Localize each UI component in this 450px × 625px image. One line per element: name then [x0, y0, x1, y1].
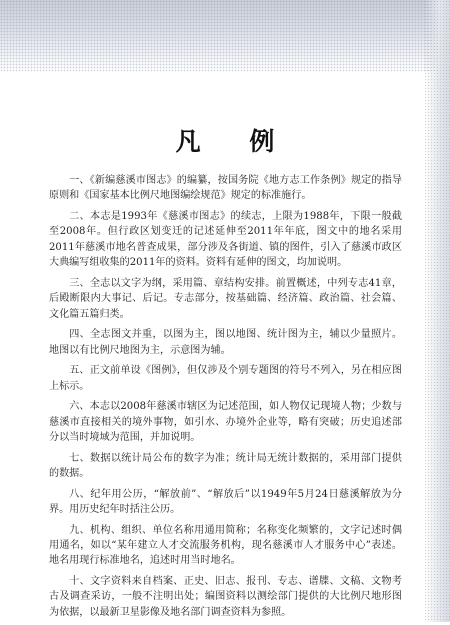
page-title: 凡 例	[175, 127, 295, 156]
guideline-paragraph-10: 十、文字资料来自档案、正史、旧志、报刊、专志、谱牒、文稿、文物考古及调查采访，一般不注明出处；编图资料以测绘部门提供的大比例尺地形图为依据，以最新卫星影像及地名部门调查资料为参照。	[49, 576, 402, 618]
right-edge-shadow	[424, 0, 450, 622]
guideline-paragraph-6: 六、本志以2008年慈溪市辖区为记述范围，如人物仅记现境人物；少数与慈溪市直接相关的境外事物，如引水、办境外企业等，略有突破；历史追述部分以当时境域为范围，并加说明。	[49, 401, 402, 444]
guideline-paragraph-1: 一、《新编慈溪市图志》的编纂，按国务院《地方志工作条例》规定的指导原则和《国家基本比例尺地图编绘规范》规定的标准施行。	[49, 175, 402, 202]
guideline-paragraph-9: 九、机构、组织、单位名称用通用简称；名称变化频繁的，文字记述时偶用通名，如以“某年建立人才交流服务机构，现名慈溪市人才服务中心”表述。地名用现行标准地名，追述时用当时地名。	[49, 524, 402, 567]
guidelines-text	[49, 173, 402, 625]
guideline-paragraph-3: 三、全志以文字为纲，采用篇、章结构安排。前置概述，中列专志41章，后殿断限内大事记、后记。专志部分，按基础篇、经济篇、政治篇、社会篇、文化篇五篇归类。	[49, 277, 402, 320]
guideline-paragraph-5: 五、正文前单设《图例》，但仅涉及个别专题图的符号不列入，另在相应图上标示。	[49, 365, 402, 392]
guideline-paragraph-2: 二、本志是1993年《慈溪市图志》的续志，上限为1988年，下限一般截至2008年。但行政区划变迁的记述延伸至2011年年底，图文中的地名采用2011年慈溪市地名普查成果，部分涉及各街道、镇的图件，引入了慈溪市政区大典编写组收集的2011年的资料。资料有延伸的图文，均加说明。	[49, 211, 402, 269]
guideline-paragraph-7: 七、数据以统计局公布的数字为准；统计局无统计数据的，采用部门提供的数据。	[49, 452, 402, 480]
guideline-paragraph-8: 八、纪年用公历，“解放前”、“解放后”以1949年5月24日慈溪解放为分界。用历史纪年时括注公历。	[49, 488, 402, 516]
guideline-paragraph-4: 四、全志图文并重，以图为主，图以地图、统计图为主，辅以少量照片。地图以有比例尺地图为主，示意图为辅。	[49, 329, 402, 356]
header-halftone-band	[0, 0, 450, 72]
